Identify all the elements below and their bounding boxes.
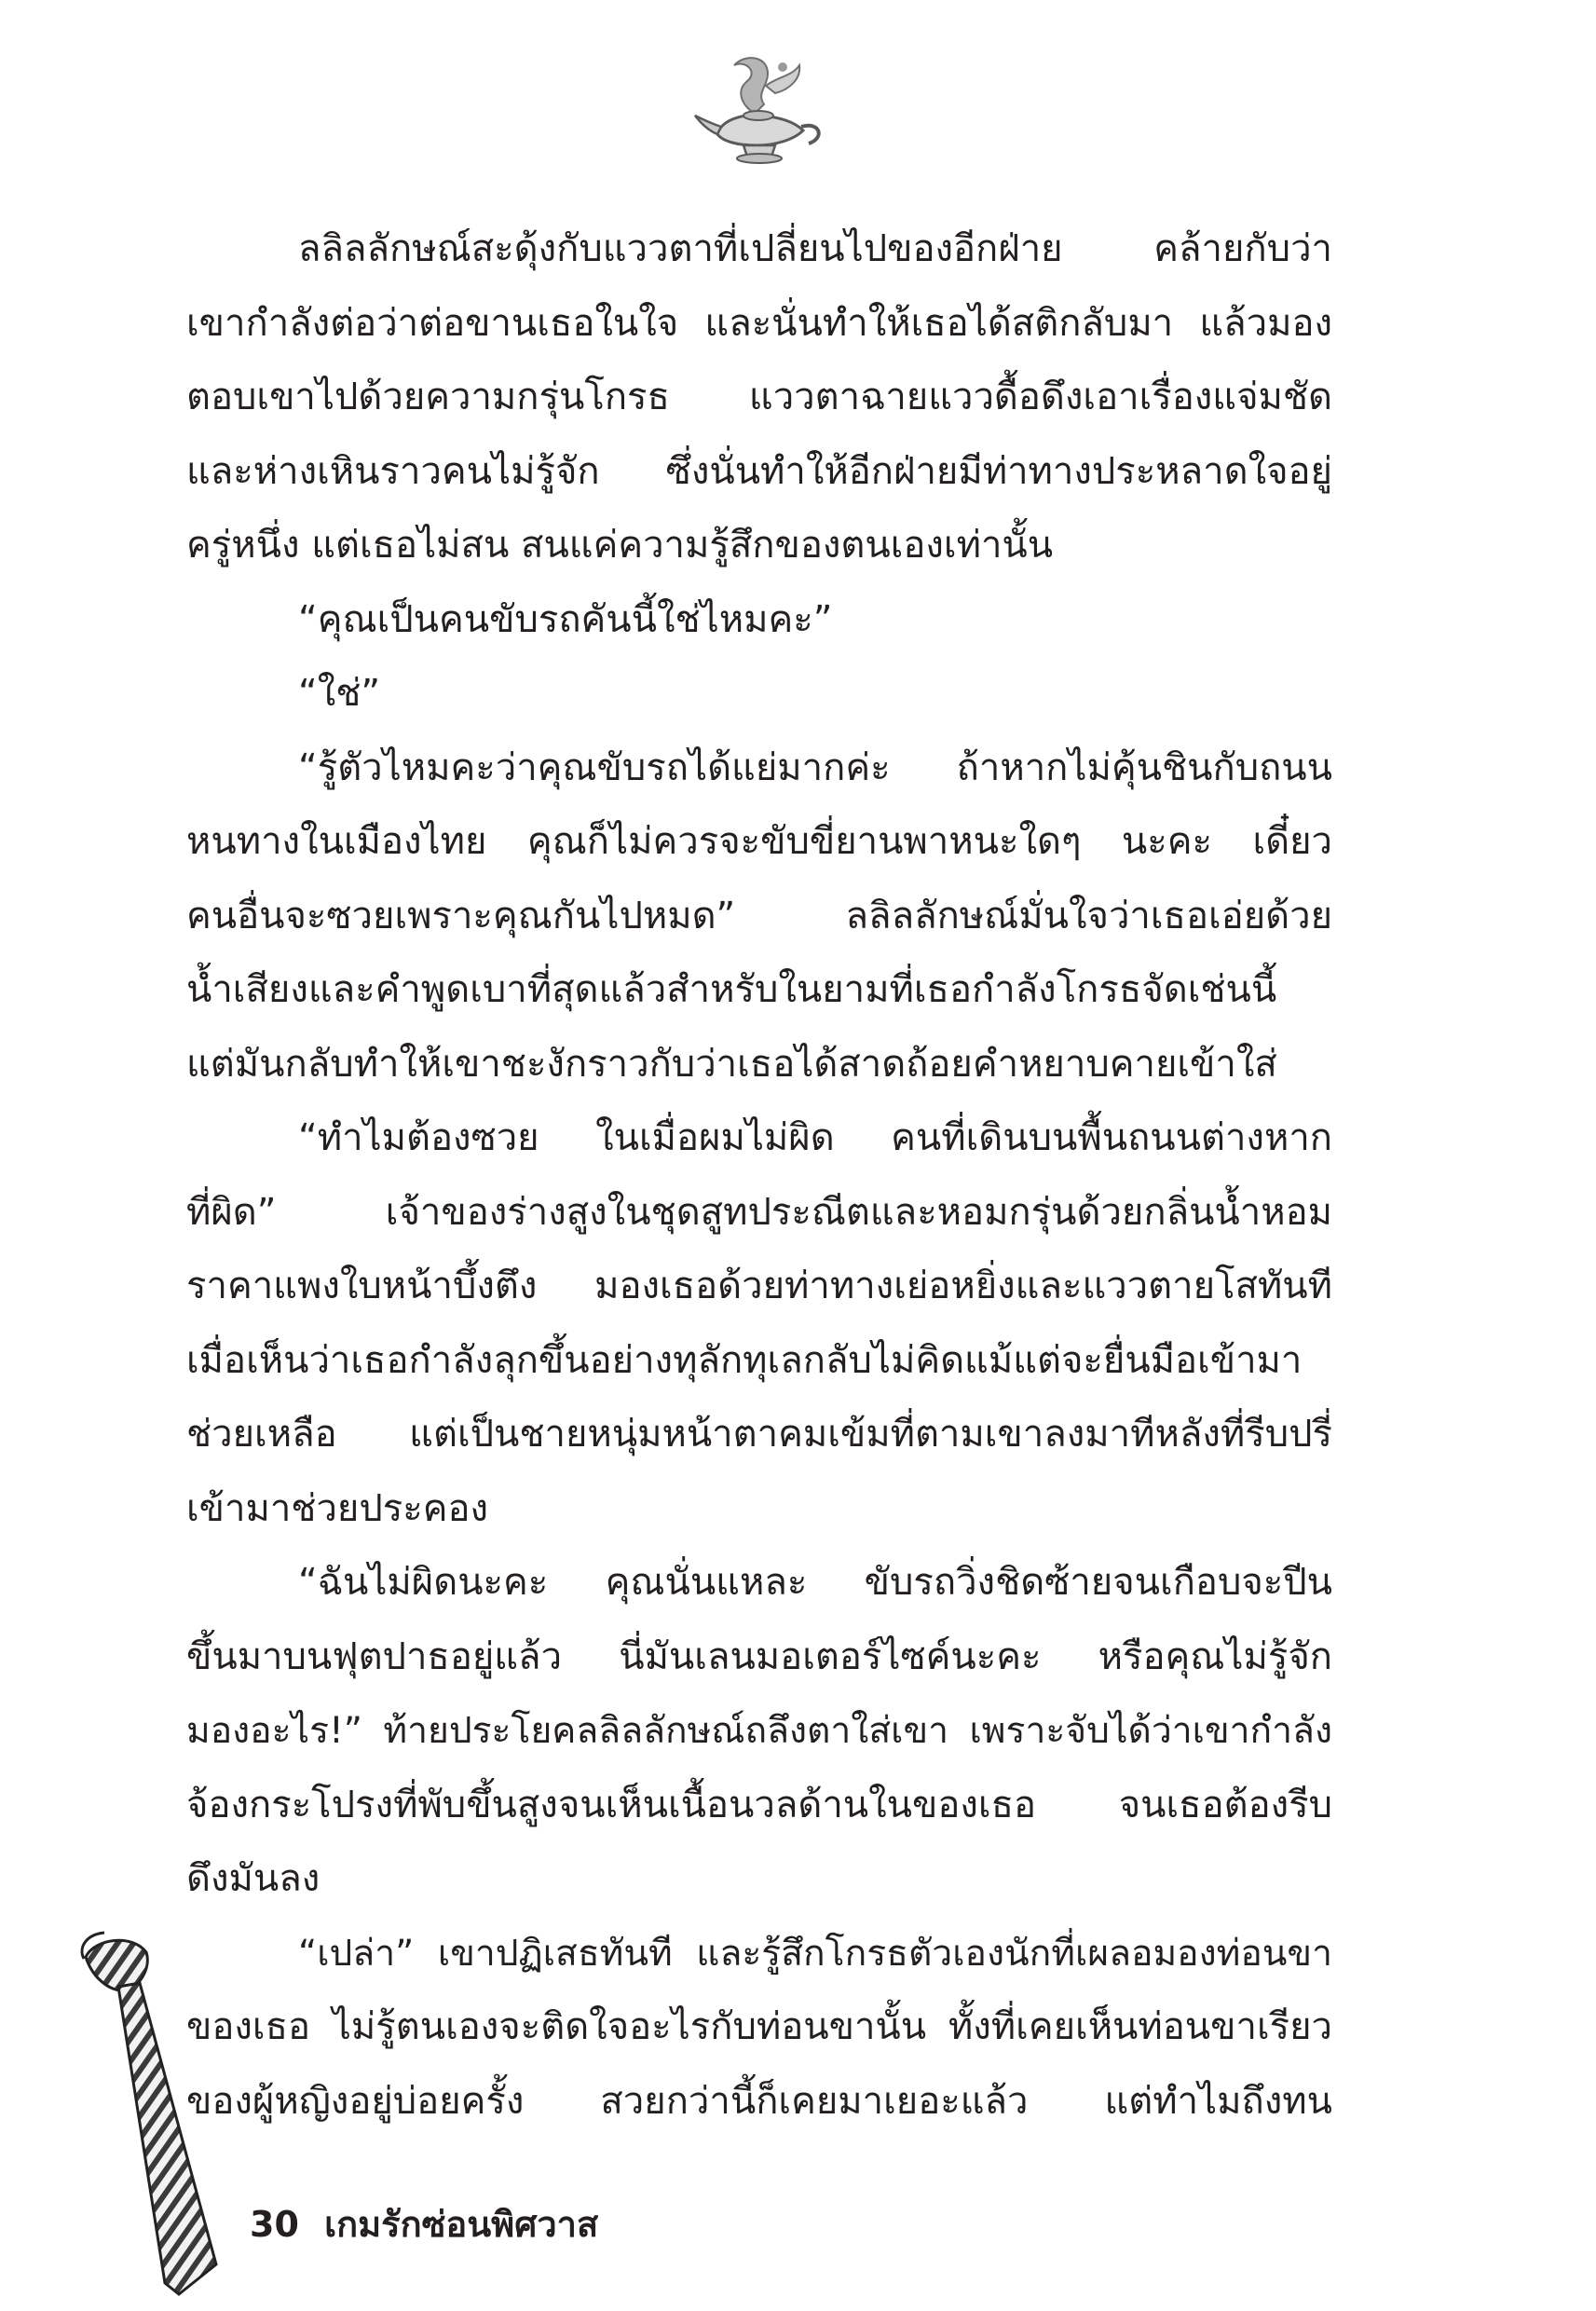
text-line: จ้องกระโปรงที่พับขึ้นสูงจนเห็นเนื้อนวลด้านในของเธอ จนเธอต้องรีบ xyxy=(186,1783,1332,1826)
text-line: ครู่หนึ่ง แต่เธอไม่สน สนแค่ความรู้สึกของตนเองเท่านั้น xyxy=(186,524,1054,567)
text-line: ลลิลลักษณ์สะดุ้งกับแววตาที่เปลี่ยนไปของอีกฝ่าย คล้ายกับว่า xyxy=(298,227,1332,270)
book-title: เกมรักซ่อนพิศวาส xyxy=(324,2204,599,2245)
text-line: และห่างเหินราวคนไม่รู้จัก ซึ่งนั่นทำให้อีกฝ่ายมีท่าทางประหลาดใจอยู่ xyxy=(186,449,1332,493)
text-line: หนทางในเมืองไทย คุณก็ไม่ควรจะขับขี่ยานพาหนะใดๆ นะคะ เดี๋ยว xyxy=(186,820,1332,863)
text-line: เข้ามาช่วยประคอง xyxy=(186,1486,489,1530)
text-line: “ฉันไม่ผิดนะคะ คุณนั่นแหละ ขับรถวิ่งชิดซ้ายจนเกือบจะปีน xyxy=(298,1561,1332,1604)
text-line: ช่วยเหลือ แต่เป็นชายหนุ่มหน้าตาคมเข้มที่ตามเขาลงมาทีหลังที่รีบปรี่ xyxy=(186,1413,1332,1456)
text-line: น้ำเสียงและคำพูดเบาที่สุดแล้วสำหรับในยามที่เธอกำลังโกรธจัดเช่นนี้ xyxy=(186,968,1277,1011)
text-line: “คุณเป็นคนขับรถคันนี้ใช่ไหมคะ” xyxy=(298,597,833,641)
text-line: “ใช่” xyxy=(298,672,381,715)
text-line: ตอบเขาไปด้วยความกรุ่นโกรธ แววตาฉายแววดื้อดึงเอาเรื่องแจ่มชัด xyxy=(186,376,1332,418)
text-line: ที่ผิด” เจ้าของร่างสูงในชุดสูทประณีตและหอมกรุ่นด้วยกลิ่นน้ำหอม xyxy=(186,1190,1332,1234)
text-line: ดึงมันลง xyxy=(186,1857,321,1900)
page-number: 30 xyxy=(250,2204,299,2245)
necktie-icon xyxy=(76,1929,225,2302)
text-line: เขากำลังต่อว่าต่อขานเธอในใจ และนั่นทำให้เธอได้สติกลับมา แล้วมอง xyxy=(186,301,1332,345)
text-line: ราคาแพงใบหน้าบึ้งตึง มองเธอด้วยท่าทางเย่อหยิ่งและแววตายโสทันที xyxy=(186,1265,1332,1307)
page-footer xyxy=(250,2195,598,2252)
text-line: “รู้ตัวไหมคะว่าคุณขับรถได้แย่มากค่ะ ถ้าหากไม่คุ้นชินกับถนน xyxy=(298,745,1332,789)
text-line: แต่มันกลับทำให้เขาชะงักราวกับว่าเธอได้สาดถ้อยคำหยาบคายเข้าใส่ xyxy=(186,1042,1277,1086)
genie-lamp-icon xyxy=(689,48,829,170)
text-line: “ทำไมต้องซวย ในเมื่อผมไม่ผิด คนที่เดินบนพื้นถนนต่างหาก xyxy=(298,1116,1332,1159)
text-line: คนอื่นจะซวยเพราะคุณกันไปหมด” ลลิลลักษณ์มั่นใจว่าเธอเอ่ยด้วย xyxy=(186,894,1332,937)
text-line: ของผู้หญิงอยู่บ่อยครั้ง สวยกว่านี้ก็เคยมาเยอะแล้ว แต่ทำไมถึงทน xyxy=(186,2079,1332,2123)
text-line: ขึ้นมาบนฟุตปาธอยู่แล้ว นี่มันเลนมอเตอร์ไซค์นะคะ หรือคุณไม่รู้จัก xyxy=(186,1634,1332,1678)
text-line: เมื่อเห็นว่าเธอกำลังลุกขึ้นอย่างทุลักทุเลกลับไม่คิดแม้แต่จะยื่นมือเข้ามา xyxy=(186,1338,1303,1382)
text-line: “เปล่า” เขาปฏิเสธทันที และรู้สึกโกรธตัวเองนักที่เผลอมองท่อนขา xyxy=(298,1932,1332,1975)
text-line: ของเธอ ไม่รู้ตนเองจะติดใจอะไรกับท่อนขานั้น ทั้งที่เคยเห็นท่อนขาเรียว xyxy=(186,2005,1332,2048)
story-text xyxy=(186,212,1332,2139)
text-line: มองอะไร!” ท้ายประโยคลลิลลักษณ์ถลึงตาใส่เขา เพราะจับได้ว่าเขากำลัง xyxy=(186,1710,1332,1752)
